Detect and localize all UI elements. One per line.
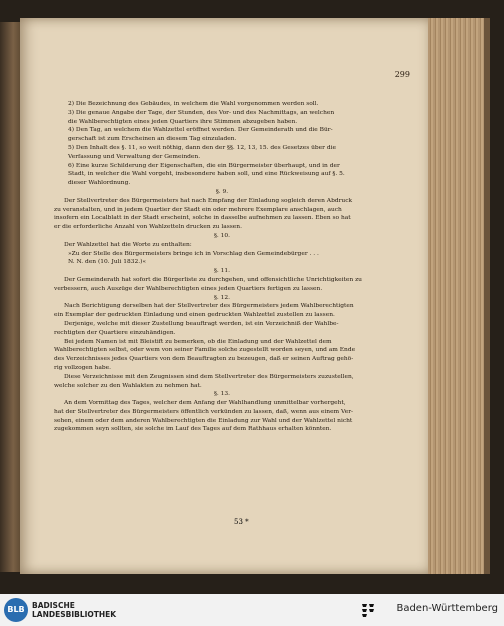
- text-line: 5) Den Inhalt des §. 11, so weit nöthig, dann den der §§. 12, 13, 15. des Gesetzes über die: [68, 144, 336, 151]
- text-line: welche solcher zu den Wahlakten zu nehmen hat.: [54, 382, 202, 389]
- text-line: hat der Stellvertreter des Bürgermeisters öffentlich verkünden zu lassen, daß, wenn aus einem Ver-: [54, 408, 354, 415]
- text-line: zu veranstalten, und in jedem Quartier der Stadt ein oder mehrere Exemplare anschlagen, auch: [54, 206, 342, 213]
- section-heading: §. 10.: [213, 232, 231, 239]
- section-heading: §. 12.: [213, 294, 231, 301]
- text-line: 4) Den Tag, an welchem die Wahlzettel eröffnet werden. Der Gemeinderath und die Bür-: [68, 127, 333, 134]
- text-line: Verfassung und Verwaltung der Gemeinden.: [68, 153, 201, 160]
- text-line: er die erforderliche Anzahl von Wahlzetteln drucken zu lassen.: [54, 224, 242, 231]
- section-heading: §. 13.: [213, 391, 231, 398]
- text-line: gerschaft ist zum Erscheinen an diesem Tag einzuladen.: [68, 136, 237, 143]
- text-line: Bei jedem Namen ist mit Bleistift zu bemerken, ob die Einladung und der Wahlzettel dem: [64, 338, 332, 345]
- text-line: rig vollzogen habe.: [54, 364, 111, 371]
- text-line: des Verzeichnisses jedes Quartiers von dem Beauftragten zu bezeugen, daß er seinen Auftrag gehö-: [54, 356, 354, 363]
- institution-name: [32, 601, 116, 619]
- left-page-edge: [0, 22, 22, 572]
- text-line: rechtigten der Quartiere einzuhändigen.: [54, 329, 176, 336]
- institution-line-2: LANDESBIBLIOTHEK: [32, 610, 117, 619]
- text-line: Diese Verzeichnisse mit den Zeugnissen sind dem Stellvertreter des Bürgermeisters zuzustellen,: [64, 373, 354, 380]
- footer-bar: [0, 594, 504, 626]
- page-text: [54, 100, 390, 434]
- section-heading: §. 11.: [213, 268, 231, 275]
- text-line: verbessern, auch Auszüge der Wahlberechtigten eines jeden Quartiers fertigen zu lassen.: [54, 285, 323, 292]
- blb-logo[interactable]: BLB: [4, 598, 28, 622]
- text-line: 3) Die genaue Angabe der Tage, der Stunden, des Vor- und des Nachmittags, an welchen: [68, 109, 335, 116]
- text-line: 2) Die Bezeichnung des Gebäudes, in welchem die Wahl vorgenommen werden soll.: [68, 101, 319, 107]
- text-line: dieser Wahlordnung.: [68, 180, 131, 187]
- text-line: N. N. den (10. Juli 1832.)«: [68, 259, 147, 266]
- text-line: sehen, einem oder dem anderen Wahlberechtigten die Einladung zur Wahl und der Wahlzettel nicht: [54, 417, 353, 424]
- institution-line-1: BADISCHE: [32, 601, 75, 610]
- bw-logo-text[interactable]: Baden-Württemberg: [396, 603, 498, 614]
- book-page: [20, 18, 432, 574]
- text-line: Nach Berichtigung derselben hat der Stellvertreter des Bürgermeisters jedem Wahlberechtigten: [64, 303, 354, 310]
- bw-coat-of-arms-icon: [360, 601, 376, 619]
- text-line: die Wahlberechtigten eines jeden Quartiers ihre Stimmen abzugeben haben.: [68, 118, 298, 125]
- signature-mark: 53 *: [234, 518, 249, 526]
- text-line: Der Gemeinderath hat sofort die Bürgerliste zu durchgehen, und offensichtliche Unrichtigkeiten zu: [64, 276, 362, 283]
- text-line: »Zu der Stelle des Bürgermeisters bringe ich in Vorschlag den Gemeindebürger . . .: [68, 250, 319, 257]
- text-line: Der Stellvertreter des Bürgermeisters hat nach Empfang der Einladung sogleich deren Abdruck: [64, 197, 353, 204]
- text-line: 6) Eine kurze Schilderung der Eigenschaften, die ein Bürgermeister überhaupt, und in der: [68, 162, 340, 169]
- text-line: zugekommen seyn sollten, sie solche im Lauf des Tages auf dem Rathhaus erhalten könnten.: [54, 426, 332, 433]
- text-line: insofern ein Localblatt in der Stadt erscheint, solche in dasselbe aufnehmen zu lassen. Eben so hat: [54, 215, 351, 222]
- page-edges: [428, 18, 490, 574]
- text-line: An dem Vormittag des Tages, welcher dem Anfang der Wahlhandlung unmittelbar vorhergeht,: [64, 400, 346, 407]
- text-line: Derjenige, welche mit dieser Zustellung beauftragt werden, ist ein Verzeichniß der Wahlbe-: [64, 320, 339, 327]
- page-number: 299: [394, 70, 410, 79]
- text-line: Stadt, in welcher die Wahl vorgeht, insbesondere haben soll, und eine Rückweisung auf §. 5.: [68, 171, 345, 178]
- text-line: Der Wahlzettel hat die Worte zu enthalten:: [64, 241, 192, 248]
- section-heading: §. 9.: [215, 188, 229, 195]
- text-line: ein Exemplar der gedruckten Einladung und einen gedruckten Wahlzettel zustellen zu lassen.: [54, 312, 335, 319]
- text-line: Wahlberechtigten selbst, oder wem von seiner Familie solche zugestellt worden seyen, und am Ende: [54, 347, 356, 354]
